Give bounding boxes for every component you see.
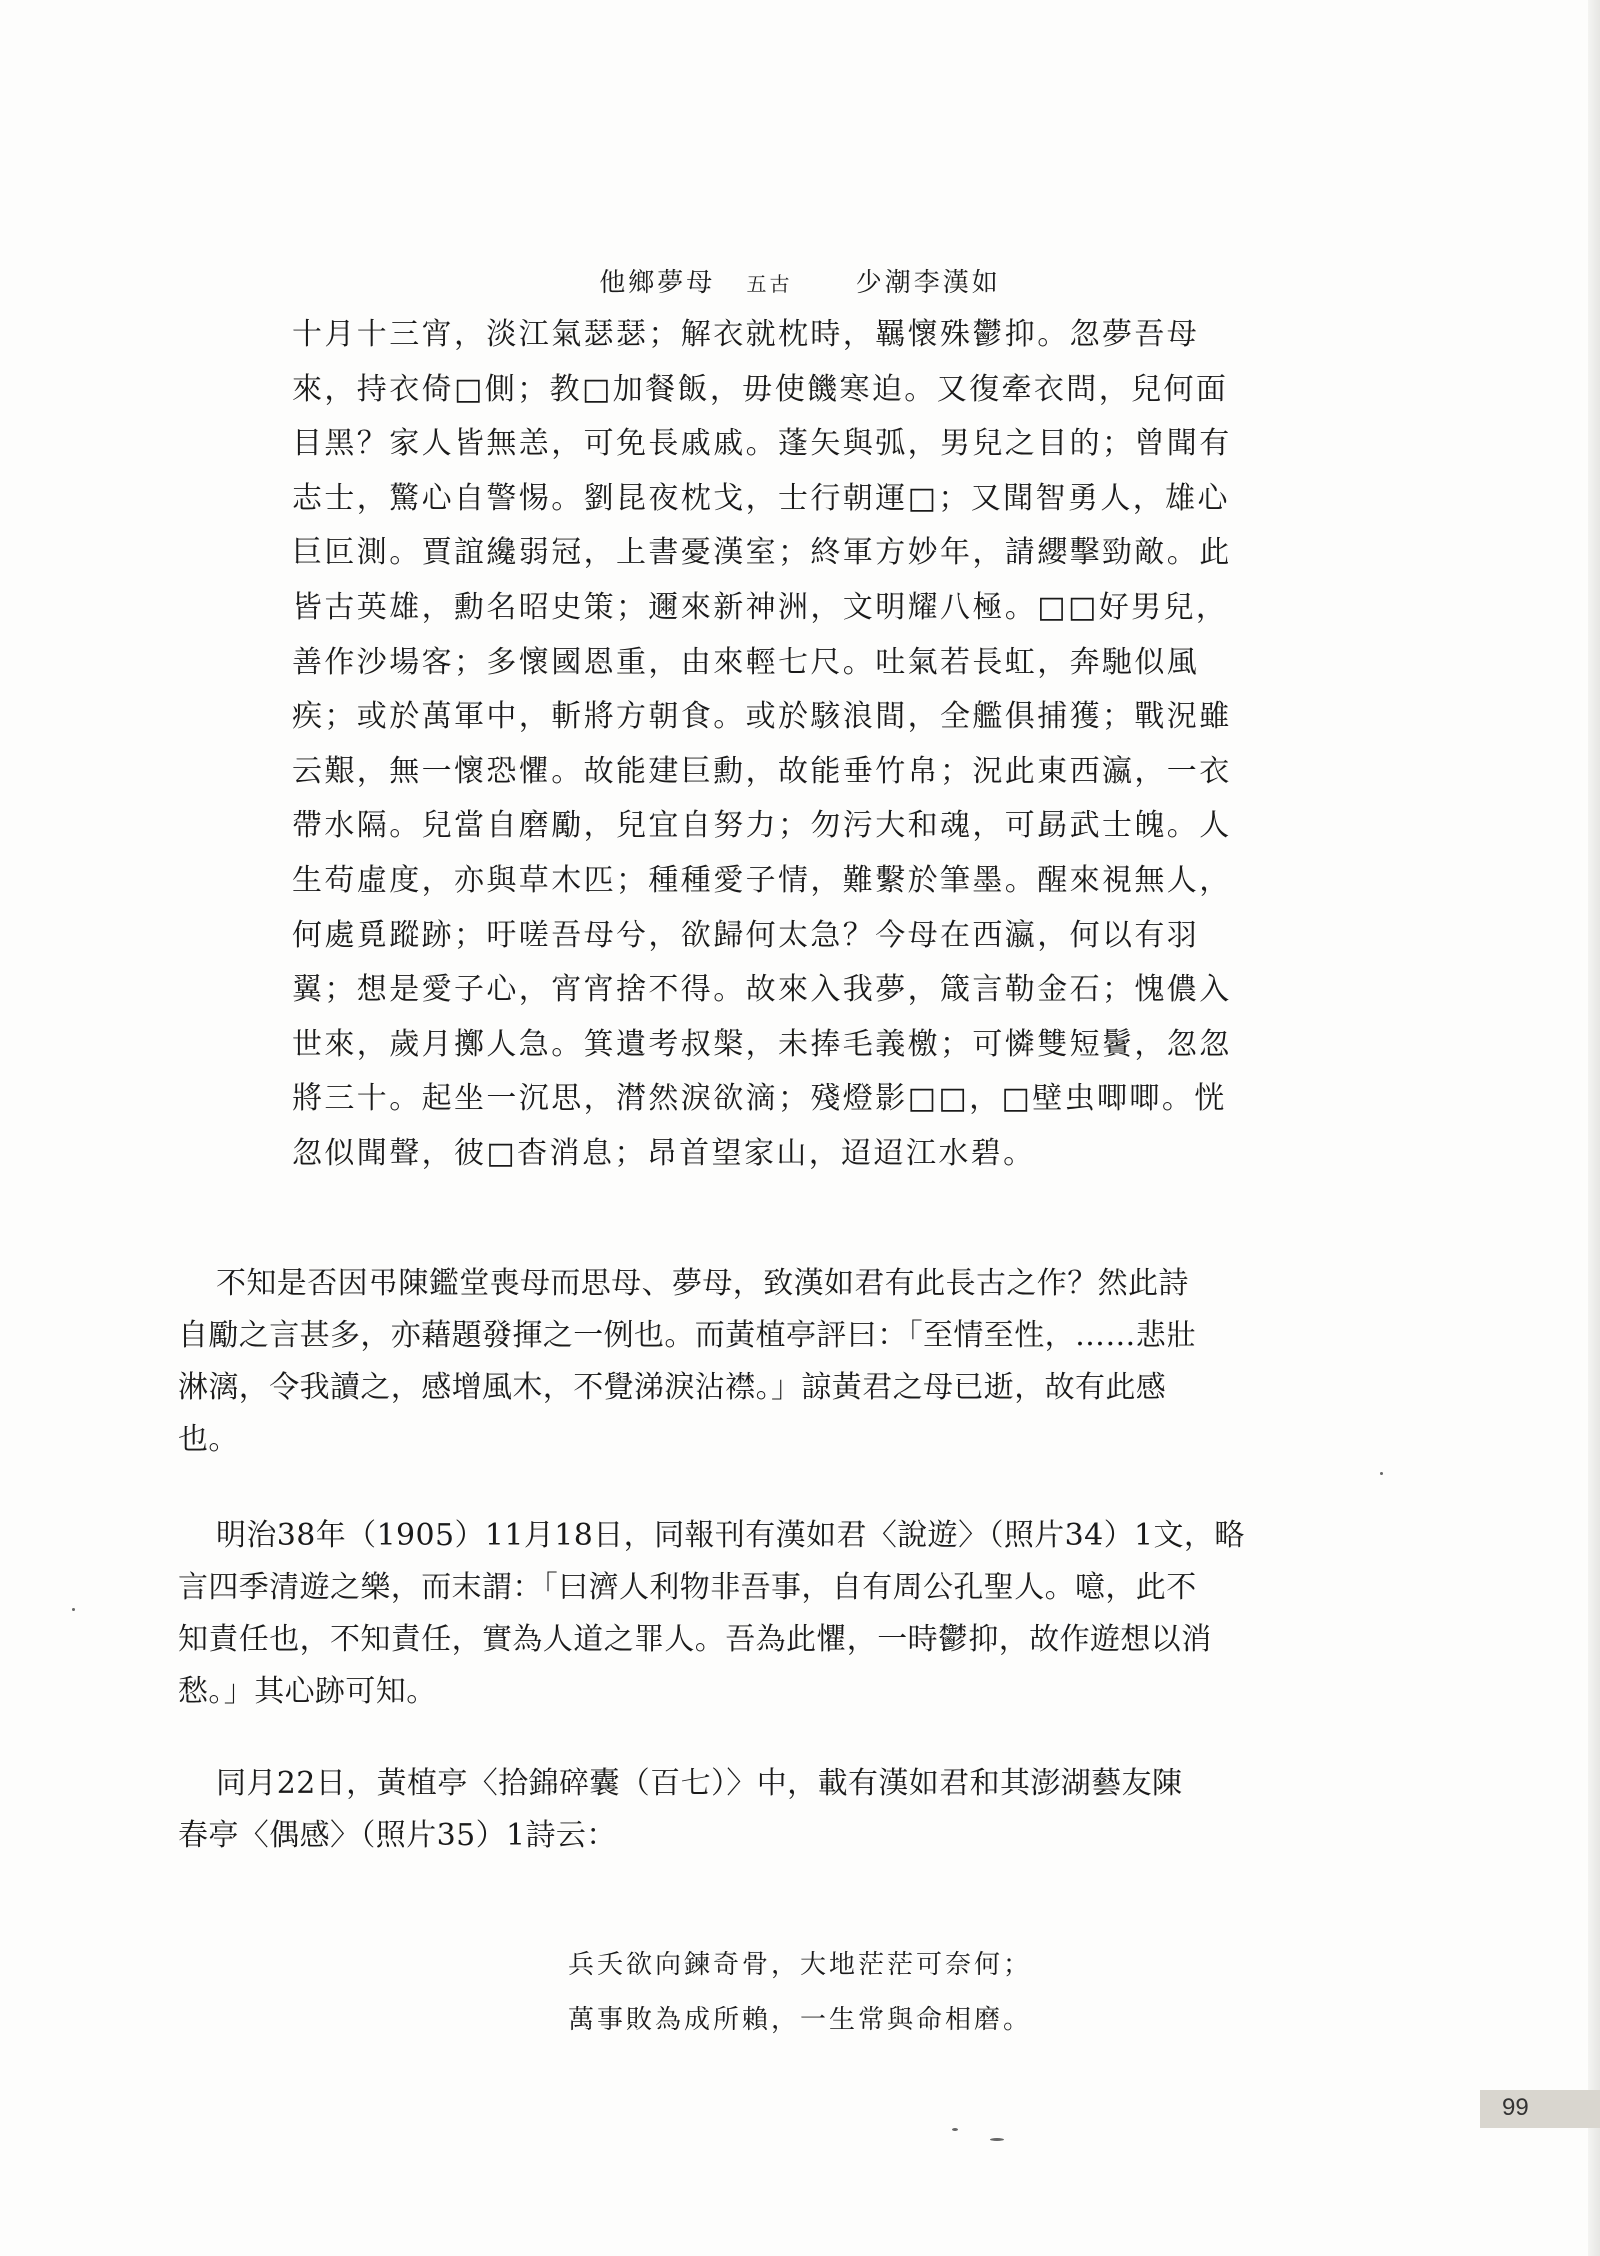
- paragraph-line: 春亭〈偶感〉（照片35）1詩云：: [178, 1818, 617, 1853]
- paragraph-3: [178, 1758, 1338, 1862]
- page-edge: [1588, 0, 1600, 2256]
- scan-speck: [990, 2138, 1004, 2141]
- paragraph-line: 明治38年（1905）11月18日，同報刊有漢如君〈說遊〉（照片34）1文，略: [216, 1518, 1245, 1553]
- paragraph-1: [178, 1258, 1338, 1466]
- page-number-tab: [1480, 2090, 1600, 2128]
- poem-line: 善作沙場客；多懷國恩重，由來輕七尺。吐氣若長虹，奔馳似風: [292, 644, 1200, 680]
- poem-line: 目黑？家人皆無恙，可免長戚戚。蓬矢與弧，男兒之目的；曾聞有: [292, 426, 1232, 462]
- poem-line: 皆古英雄，勳名昭史策；邇來新神洲，文明耀八極。□□好男兒，: [292, 589, 1229, 625]
- couplet-line: 兵夭欲向鍊奇骨，大地茫茫可奈何；: [567, 1950, 1032, 1980]
- poem-title: 他鄉夢母: [599, 268, 716, 298]
- poem-line: 志士，驚心自警惕。劉昆夜枕戈，士行朝運□；又聞智勇人，雄心: [292, 480, 1230, 516]
- poem-line: 忽似聞聲，彼□杳消息；昂首望家山，迢迢江水碧。: [292, 1135, 1036, 1171]
- paragraph-line: 同月22日，黃植亭〈拾錦碎囊（百七）〉中，載有漢如君和其澎湖藝友陳: [216, 1766, 1183, 1801]
- poem-line: 將三十。起坐一沉思，潸然淚欲滴；殘燈影□□，□壁虫唧唧。恍: [292, 1081, 1227, 1117]
- scan-speck: [72, 1608, 75, 1611]
- scan-speck: [952, 2128, 958, 2131]
- quoted-couplet: [0, 1938, 1600, 2048]
- paragraph-line: 也。: [178, 1422, 239, 1457]
- poem-line: 生苟虛度，亦與草木匹；種種愛子情，難繫於筆墨。醒來視無人，: [292, 862, 1232, 898]
- poem-line: 來，持衣倚□側；教□加餐飯，毋使饑寒迫。又復牽衣問，兒何面: [292, 371, 1229, 407]
- paragraph-line: 不知是否因弔陳鑑堂喪母而思母、夢母，致漢如君有此長古之作？然此詩: [216, 1266, 1189, 1301]
- paragraph-line: 知責任也，不知責任，實為人道之罪人。吾為此懼，一時鬱抑，故作遊想以消: [178, 1622, 1212, 1657]
- poem-line: 世來，歲月擲人急。箕遺考叔槃，未捧毛義檄；可憐雙短鬢，忽忽: [292, 1026, 1232, 1062]
- poem-author: 少潮李漢如: [855, 268, 1001, 298]
- paragraph-line: 言四季清遊之樂，而末謂：「曰濟人利物非吾事，自有周公孔聖人。噫，此不: [178, 1570, 1197, 1605]
- poem-form: 五古: [746, 272, 793, 296]
- paragraph-line: 淋漓，令我讀之，感增風木，不覺涕淚沾襟。」諒黃君之母已逝，故有此感: [178, 1370, 1167, 1405]
- poem-line: 云艱，無一懷恐懼。故能建巨勳，故能垂竹帛；況此東西瀛，一衣: [292, 753, 1232, 789]
- poem-line: 翼；想是愛子心，宵宵捨不得。故來入我夢，箴言勒金石；愧儂入: [292, 972, 1232, 1008]
- poem-heading: [0, 262, 1600, 299]
- poem-line: 巨叵測。賈誼纔弱冠，上書憂漢室；終軍方妙年，請纓擊勁敵。此: [292, 535, 1232, 571]
- paragraph-line: 愁。」其心跡可知。: [178, 1674, 437, 1709]
- poem-line: 十月十三宵，淡江氣瑟瑟；解衣就枕時，羈懷殊鬱抑。忽夢吾母: [292, 317, 1200, 352]
- poem-line: 何處覓蹤跡；吁嗟吾母兮，欲歸何太急？今母在西瀛，何以有羽: [292, 917, 1200, 953]
- page-number: 99: [1502, 2094, 1529, 2121]
- couplet-line: 萬事敗為成所賴，一生常與命相磨。: [567, 2005, 1032, 2035]
- poem-line: 疾；或於萬軍中，斬將方朝食。或於駭浪間，全艦俱捕獲；戰況雖: [292, 699, 1232, 735]
- paragraph-2: [178, 1510, 1338, 1718]
- poem-line: 帶水隔。兒當自磨勵，兒宜自努力；勿污大和魂，可勗武士魄。人: [292, 808, 1232, 844]
- paragraph-line: 自勵之言甚多，亦藉題發揮之一例也。而黃植亭評曰：「至情至性，……悲壯: [178, 1318, 1197, 1353]
- scan-speck: [1380, 1472, 1383, 1475]
- poem-body: [292, 308, 1342, 1182]
